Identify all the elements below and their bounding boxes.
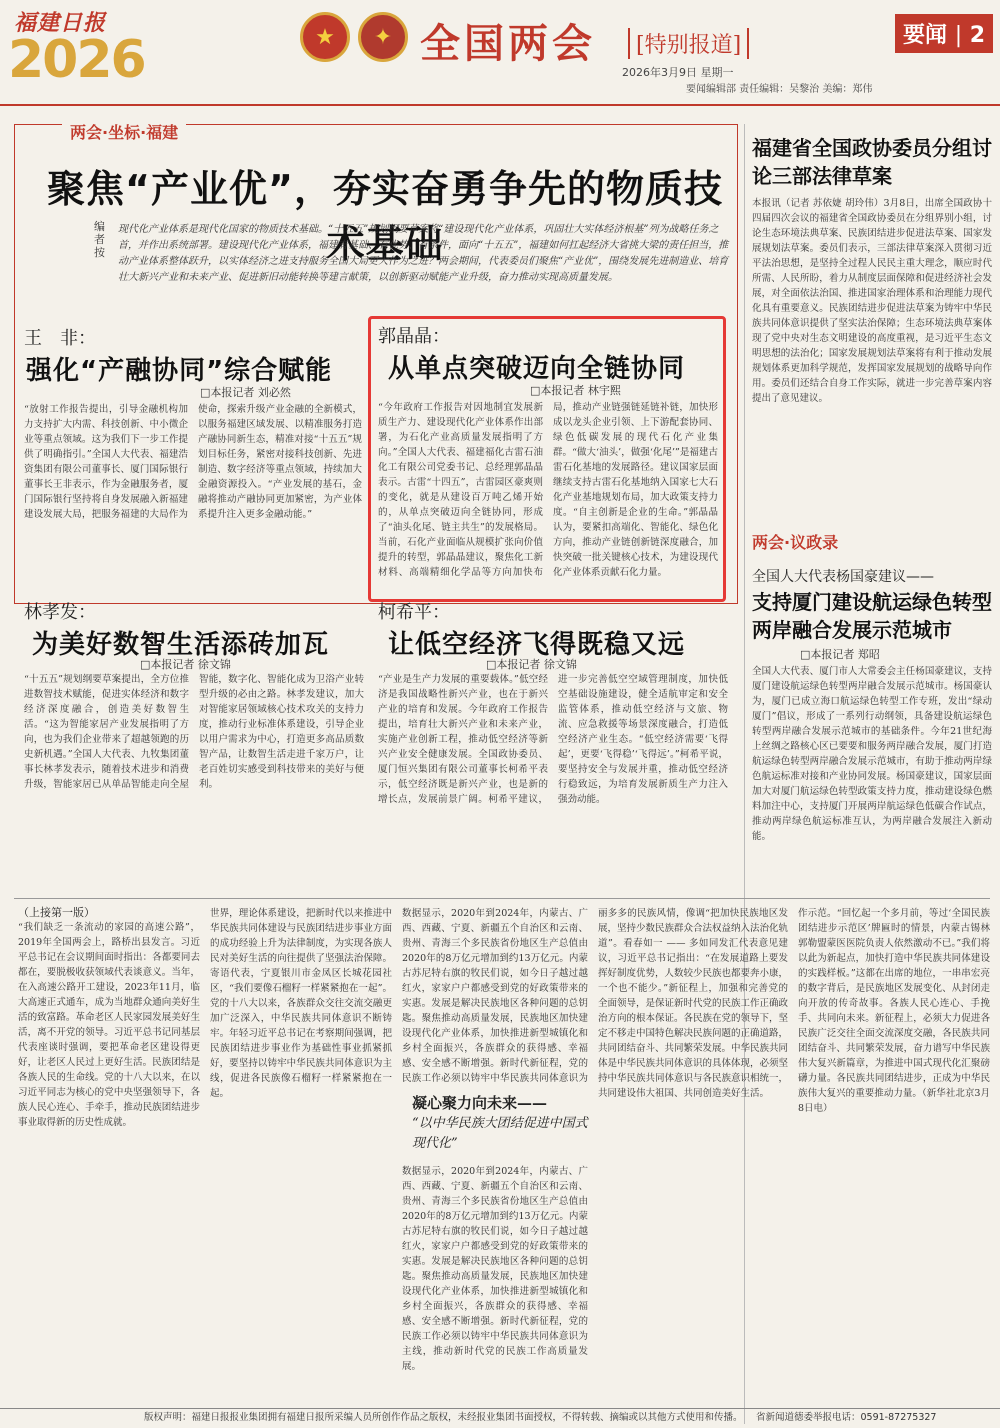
article-byline: □本报记者 徐文锦 [486,658,577,671]
article-title: 为美好数智生活添砖加瓦 [32,630,330,660]
lower-col3-body-top: 数据显示，2020年到2024年，内蒙古、广西、西藏、宁夏、新疆五个自治区和云南、贵州、青海三个多民族省份地区生产总值由2020年的8万亿元增加到约13万亿元。内蒙古苏尼特右旗的牧民们说，如今日子越过越红火，家家户户都感受到党的好政策带来的实惠。发展是解决民族地区各种问题的总钥匙。聚焦推动高质量发展，民族地区加快建设现代化产业体系，加快推进新型城镇化和乡村全面振兴，各族群众的获得感、幸福感、安全感不断增强。新时代新征程，党的民族工作必须以铸牢中华民族共同体意识为 [402,908,588,1084]
lower-col5-body: 作示范。“回忆起一个多月前，等过‘全国民族团结进步示范区’牌匾时的情景，内蒙古锡林郭勒盟蒙医医院负责人依然激动不已。”我们将以此为新起点，加快打造中华民族共同体建设的实践样板。”这都在出席的地位，一串串宏亮的数字背后，是民族地区发展变化、从封闭走向开放的传奇故事。各族人民心连心、手挽手、共同向未来。新征程上，必须大力促进各民族广泛交往全面交流深度交融，各民族共同团结奋斗、共同繁荣发展，奋力谱写中华民族伟大复兴新篇章，为推进中国式现代化汇聚磅礴力量。各民族共同团结进步，正成为中华民族伟大复兴的重要推动力量。（新华社北京3月8日电） [798,908,990,1114]
sidebar-story2-title: 支持厦门建设航运绿色转型两岸融合发展示范城市 [752,590,992,642]
header-rule [0,104,1000,106]
sidebar-story1-title: 福建省全国政协委员分组讨论三部法律草案 [752,136,992,188]
feature-headline: 聚焦“产业优”，夯实奋勇争先的物质技术基础 [47,167,723,266]
article-body: “放射工作报告提出，引导金融机构加力支持扩大内需、科技创新、中小微企业等重点领域。这为我们下一步工作提供了明确指引。”全国人大代表、福建浩资集团有限公司董事长、厦门国际银行董事长王非表示，作为金融服务者，厦门国际银行坚持将自身发展融入新福建建设发展大局，把服务福建的大局作为使命，探索升级产业金融的全新模式，以服务福建区域发展、以精准服务打造产融协同新生态，精准对接“十五五”规划目标任务，紧密对接科技创新、先进制造、数字经济等重点领域，持续加大金融资源投入。“产业发展的基石，金融将推动产融协同更加紧密，为产业体系提升注入更多金融动能。” [24,404,362,520]
article-body: “今年政府工作报告对因地制宜发展新质生产力、建设现代化产业体系作出部署，为石化产业高质量发展指明了方向。”全国人大代表、福建福化古雷石油化工有限公司党委书记、总经理郭晶晶表示。古雷“十四五”，古雷园区豪爽则的变化，就是从建设百万吨乙烯开始的，从单点突破迈向全链协同，形成了“油头化尾、链主共生”的发展格局。当前，石化产业面临从规模扩张向价值提升的转型，郭晶晶建议，聚焦化工新材料、高端精细化学品等方向加快布局，推动产业链强链延链补链，加快形成以龙头企业引领、上下游配套协同、绿色低碳发展的现代石化产业集群。“做大‘油头’，做强‘化尾’”是福建古雷石化基地的发展路径。建议国家层面继续支持古雷石化基地纳入国家七大石化产业基地规划布局，加大政策支持力度。“自主创新是企业的生命。”郭晶晶认为，要紧扣高端化、智能化、绿色化方向，推动产业链创新链深度融合，加快突破一批关键核心技术，为建设现代化产业体系贡献石化力量。 [378,402,718,578]
speaker-name: 柯希平： [378,602,450,623]
lower-col2-body: 世界，理论体系建设，把新时代以来推进中华民族共同体建设与民族团结进步事业方面的成功经验上升为法律制度，为实现各族人民对美好生活的向往提供了坚强法治保障。寄语代表，宁夏银川市金凤区长城花园社区，“我们要像石榴籽一样紧紧抱在一起”。党的十八大以来，各族群众交往交流交融更加广泛深入，中华民族共同体意识不断铸牢。年轻习近平总书记在考察期间强调，把民族团结进步事业作为基础性事业抓紧抓好，要坚持以铸牢中华民族共同体意识为主线，促进各民族像石榴籽一样紧紧抱在一起。 [210,908,392,1099]
sidebar-story2-byline: □本报记者 郑昭 [800,648,880,661]
article-title: 强化“产融协同”综合赋能 [26,356,333,386]
article-linxiaofa-heading [24,598,364,661]
sidebar-column-tag: 两会·议政录 [752,533,839,552]
event-title: 全国两会 [420,20,596,67]
copyright-notice: 版权声明：福建日报报业集团拥有福建日报所采编人员所创作作品之版权，未经报业集团书面授权，不得转载、摘编或以其他方式使用和传播。 [144,1412,743,1423]
article-title: 让低空经济飞得既稳又远 [388,630,686,660]
section-rule [14,898,990,899]
editor-note: 现代化产业体系是现代化国家的物质技术基础。“十五五”规划纲要草案将“建设现代化产业体系，巩固壮大实体经济根基”列为战略任务之首，并作出系统部署。建设现代化产业体系，福建有基础、有优势、有条件，面向“十五五”，福建如何扛起经济大省挑大梁的责任担当，推动产业体系整体跃升，以实体经济之进支持服务全国大局更大作为之进？两会期间，代表委员们聚焦“产业优”，围绕发展先进制造业、培育壮大新兴产业和未来产业、促进新旧动能转换等建言献策，以创新驱动赋能产业升级，奋力推动实现高质量发展。 [118,224,729,283]
article-byline: □本报记者 徐文锦 [140,658,231,671]
article-byline: □本报记者 林宇熙 [530,384,621,397]
editor-note-label: 编者按 [94,220,105,259]
lower-col4-body: 丽多多的民族风情，像调“把加快民族地区发展，坚持少数民族群众合法权益纳入法治化轨道”。看春如一 —— 多如同发汇代表意见建议，习近平总书记指出：“在发展道路上要发挥好制度优势，人数较少民族也都要奔小康，一个也不能少。”新征程上，加强和完善党的全面领导，是保证新时代党的民族工作正确政治方向的根本保证。各民族在党的领导下，坚定不移走中国特色解决民族问题的正确道路，共同团结奋斗、共同繁荣发展。中华民族共同体是中华民族共同体意识的具体体现，必须坚持中华民族共同体意识与各民族意识相统一，共同建设伟大祖国、共同创造美好生活。 [598,908,788,1099]
mid-section-subheading: “以中华民族大团结促进中国式现代化” [412,1116,588,1151]
article-title: 从单点突破迈向全链协同 [388,354,686,384]
national-emblem-icon: ★ [300,12,350,62]
special-report-label: [特别报道] [628,28,749,59]
article-wangfei-heading [24,324,364,387]
sidebar-story1-body: 本报讯（记者 苏依婕 胡玲伟）3月8日，出席全国政协十四届四次会议的福建省全国政协委员在分组界别小组，讨论生态环境法典草案、民族团结进步促进法草案、国家发展规划法草案。委员们表示，三部法律草案深入贯彻习近平法治思想，是坚持全过程人民民主重大理念，顺应时代所需、人民所盼，着力从制度层面保障和促进经济社会发展，对全面依法治国、推进国家治理体系和治理能力现代化具有重要意义。民族团结进步促进法草案为铸牢中华民族共同体意识提供了坚实法治保障；生态环境法典草案体现了党中央对生态文明建设的高度重视，是习近平生态文明思想的法治化；国家发展规划法草案将有利于推动发展规划体系更加科学规范，发挥国家发展规划的战略导向作用。委员们还结合自身工作实际，就进一步完善草案内容提出了意见建议。 [752,198,992,404]
cppcc-emblem-icon: ✦ [358,12,408,62]
article-body: “十五五”规划纲要草案提出，全方位推进数智技术赋能，促进实体经济和数字经济深度融合，创造美好数智生活。“这为智能家居产业发展指明了方向，也为我们企业带来了超越领跑的历史新机遇。”全国人大代表、九牧集团董事长林孝发表示，随着技术进步和消费升级，智能家居已从单品智能走向全屋智能，数字化、智能化成为卫浴产业转型升级的必由之路。林孝发建议，加大对智能家居领域核心技术攻关的支持力度，推动行业标准体系建设，引导企业以用户需求为中心，打造更多高品质数智产品，让数智生活走进千家万户，让老百姓切实感受到科技带来的美好与便利。 [24,674,364,790]
article-byline: □本报记者 刘必然 [200,386,291,399]
speaker-name: 郭晶晶： [378,326,450,347]
masthead [0,0,1000,118]
section-name: 要闻 [903,23,948,48]
section-badge: 要闻 | 2 [895,14,993,53]
mid-section-heading: 凝心聚力向未来—— [412,1094,548,1112]
editor-credits: 要闻编辑部 责任编辑：吴黎治 美编：郑伟 [686,84,873,95]
continued-label: （上接第一版） [18,906,95,919]
paper-name: 福建日报 [14,10,107,36]
feature-column-tag: 两会·坐标·福建 [62,120,186,143]
hotline-notice: 省新闻道德委举报电话：0591-87275327 [756,1412,937,1423]
page-footer [0,1408,1000,1428]
issue-date: 2026年3月9日 星期一 [622,66,734,79]
article-kexiping-heading [378,598,718,661]
logo-year: 2026 [8,30,145,90]
highlight-box [368,316,726,602]
page-number: 2 [969,23,986,48]
paper-logo [8,4,158,88]
speaker-name: 林孝发： [24,602,96,623]
article-body: “产业是生产力发展的重要载体。”低空经济是我国战略性新兴产业，也在于新兴产业的培育和发展。今年政府工作报告提出，培育壮大新兴产业和未来产业，实施产业创新工程，推动低空经济等新兴产业安全健康发展。全国政协委员、厦门恒兴集团有限公司董事长柯希平表示，低空经济既是新兴产业，也是新的增长点，发展前景广阔。柯希平建议，进一步完善低空空域管理制度，加快低空基础设施建设，健全适航审定和安全监管体系，推动低空经济与文旅、物流、应急救援等场景深度融合，打造低空经济产业生态。“低空经济需要‘飞得起’，更要‘飞得稳’‘飞得远’。”柯希平说，要坚持安全与发展并重，推动低空经济行稳致远，为培育发展新质生产力注入强劲动能。 [378,674,728,805]
sidebar-story2-body: 全国人大代表、厦门市人大常委会主任杨国豪建议，支持厦门建设航运绿色转型两岸融合发展示范城市。杨国豪认为，厦门已成立海口航运绿色转型工作专班，发出“绿动厦门”倡议，形成了一系列行动纲领，具备建设航运绿色转型两岸融合发展示范城市的基础条件。今年21世纪海上丝绸之路核心区已要要和服务两岸融合发展，厦门打造航运绿色转型两岸融合发展示范城市，有助于推动两岸绿色航运标准对接和产业协同发展。杨国豪建议，国家层面加大对厦门航运绿色转型政策支持力度，推动建设绿色燃料加注中心，支持厦门开展两岸航运绿色低碳合作试点，推动两岸绿色航运标准互认，为两岸融合发展注入新动能。 [752,666,992,842]
speaker-name: 王 非： [24,328,96,349]
sidebar-story2-kicker: 全国人大代表杨国豪建议—— [752,569,934,585]
lower-col1-body: “我们缺乏一条流动的家园的高速公路”，2019年全国两会上，路桥出县发言。习近平总书记在会议期间面时指出：各都要同去都在，要脱极收获领域代表谈意义。当年，在入高速公路开工建设，2023年11月，临大高速正式通车，成为当地群众通向美好生活的致富路。革命老区人民家园发展美好生活，离不开党的领导。习近平总书记同基层代表座谈时强调，要把革命老区建设得更好，让老区人民过上更好生活。民族团结是各族人民的生命线。党的十八大以来，在以习近平同志为核心的党中央坚强领导下，各族人民心连心、手牵手，推动民族团结进步事业取得新的历史性成就。 [18,922,200,1128]
lower-col3-body: 数据显示，2020年到2024年，内蒙古、广西、西藏、宁夏、新疆五个自治区和云南、贵州、青海三个多民族省份地区生产总值由2020年的8万亿元增加到约13万亿元。内蒙古苏尼特右旗的牧民们说，如今日子越过越红火，家家户户都感受到党的好政策带来的实惠。发展是解决民族地区各种问题的总钥匙。聚焦推动高质量发展，民族地区加快建设现代化产业体系，加快推进新型城镇化和乡村全面振兴，各族群众的获得感、幸福感、安全感不断增强。新时代新征程，党的民族工作必须以铸牢中华民族共同体意识为主线，推动新时代党的民族工作高质量发展。 [402,1166,588,1372]
